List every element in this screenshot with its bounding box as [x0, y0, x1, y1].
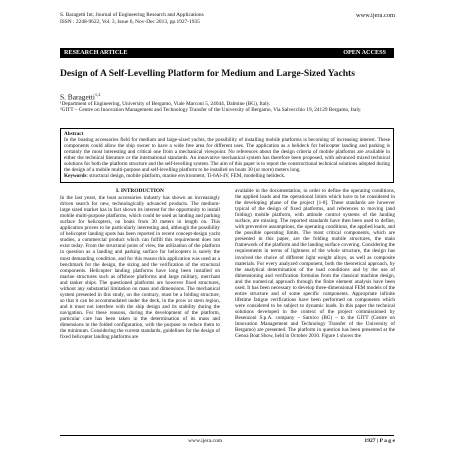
- page-number: 1927 | P a g e: [364, 438, 395, 444]
- keywords-label: Keywords: [64, 173, 87, 180]
- affiliations: [60, 101, 394, 113]
- footer-divider: [60, 435, 394, 436]
- journal-website[interactable]: www.ijera.com: [356, 12, 395, 19]
- journal-citation: [60, 12, 204, 25]
- section-heading-introduction: I. INTRODUCTION: [116, 188, 164, 194]
- introduction-text-right: available in the documentation, in order to define the operating conditions, the applied loads and the operational limits which have to be considered in the developing phase of the project [1-8]. These standards are however typical of the design of fixed platforms, and references to moving (and folding) mobile platform, with attitude control systems of the landing surface, are missing. The reported standards have then been used to define, with preventive assumptions, the operating conditions, the applied loads, and the possible operating limits. The most critical components, which are presented in this paper, are the folding mobile structures, the main framework of the platform and the landing surface covering. Considering the requirements in terms of lightness of the whole structure, the design has involved the choice of different light weight alloys, as well as composite materials. For every analyzed component, both the theoretical approach, by the analytical determination of the load conditions and by the use of dimensioning and verification formulas from the classical machine design, and the numerical approach through the finite element analysis have been used. It has been necessary to develop three-dimensional FEM models of the entire structure and of some specific components. Appropriate infinite lifetime fatigue verifications have been performed on components which were considered to be subject to dynamic loads. In this paper the technical solutions developed in the context of the project commissioned by Besenzoni S.p.A. company – Sarnico (BG) – to the GITT (Centre on Innovation Management and Technology Transfer of the University of Bergamo) are presented. The platform in question has been presented at the Genoa Boat Show, held in October 2010. Figure 1 shows the: [235, 188, 395, 340]
- banner-open-access: OPEN ACCESS: [343, 49, 386, 56]
- banner-research-article: RESEARCH ARTICLE: [64, 49, 128, 56]
- affiliation-1: ¹Department of Engineering, University of Bergamo, Viale Marconi 5, 24044, Dalmine (BG), Italy.: [60, 101, 271, 107]
- footer-website[interactable]: www.ijera.com: [188, 438, 223, 444]
- keywords-text: : structural design, mobile platform, marine environment, Ti-6Al-4V, FEM, modelling helideck.: [86, 173, 286, 180]
- abstract-text: In the boating accessories field for medium and large-sized yachts, the possibility of installing mobile platforms is becoming of increasing interest. These components could allow the ship owner to have a wide free area for different uses. The application as a helideck for helicopter landing and parking is certainly the most interesting and critical one from a mechanical viewpoint. No references about the design criteria of mobile platforms are available in either the technical literature or the international standards. An innovative mechanical system has therefore been proposed, with advanced mixed technical solutions for both the platform structure and the self-levelling system. The aim of this paper is to report the constructional technical solutions adopted during the design of a mobile multi-purpose and self-levelling platform to be installed on boats 30 (or more) meters long.: [64, 137, 390, 174]
- paper-title: Design of A Self-Levelling Platform for Medium and Large-Sized Yachts: [60, 68, 355, 79]
- abstract-heading: Abstract: [64, 131, 84, 137]
- left-column: [60, 188, 220, 430]
- article-type-banner: [60, 48, 394, 58]
- author-affiliation-marks: 1,2: [94, 92, 101, 97]
- author-name: S. Baragetti: [60, 92, 95, 102]
- citation-line-1: S. Baragetti Int. Journal of Engineering Research and Applications: [60, 12, 204, 18]
- right-column: [235, 188, 395, 430]
- keywords-line: [64, 173, 390, 179]
- abstract-box: [60, 128, 394, 183]
- introduction-text-left: In the last years, the boat accessories industry has shown an increasingly driven search for new, technologically advanced products. The medium-large sized market has in fact shown its interest for the opportunity to install mobile multi-purpose platforms, which could be used as landing and parking surface for helicopters, on boats from 30 meters in length on. This application proves to be particularly interesting and, although the possibility of helicopter landing spots has been reported in recent concept-design yacht studies, a commercial product which can fulfill this requirement does not exist today. From the structural point of view, the utilization of the platform in question as a landing and parking surface for helicopters is surely the most demanding condition, and for this reason this application was used as a benchmark for the design, the sizing and the verification of the structural components. Helicopter landing platforms have long been installed on marine structures such as offshore platforms and large military, merchant and tanker ships. The questioned platforms are however fixed structures, without any substantial limitation on mass and dimensions. The mechanical system presented in this study, on the contrary, must be a folding structure, so that it can be accommodated under the deck, in the prow or stern region, and it must not interfere with the ship design and its stability during the navigation. For these reasons, during the development of the platform, particular care has been taken in the determination of its mass and dimensions in the folded configuration, with the purpose to reduce them to the minimum. Considering the current standards, guidelines for the design of fixed helicopter landing platforms are: [60, 195, 220, 341]
- affiliation-2: ²GITT – Centre on Innovation Management and Technology Transfer of the University of Bergamo, Via Salvecchio 19, 24129 Bergamo, Italy.: [60, 107, 362, 114]
- citation-line-2: ISSN : 2248-9622, Vol. 3, Issue 6, Nov-Dec 2013, pp.1927-1935: [60, 18, 200, 25]
